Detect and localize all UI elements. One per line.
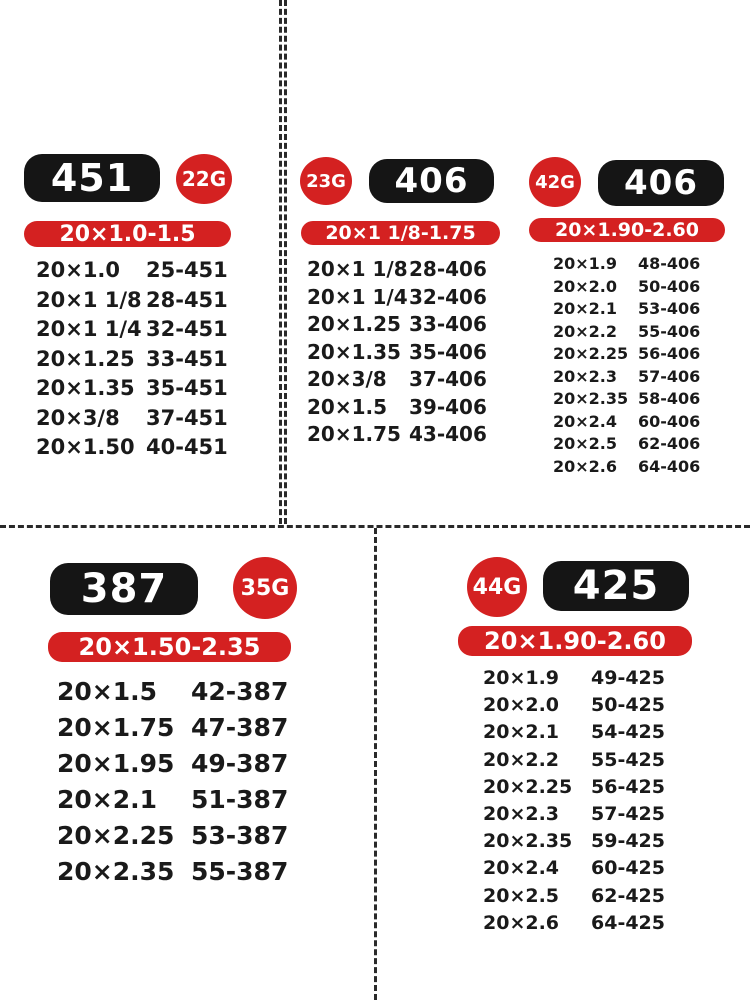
etrto-size: 42-387 [191, 677, 289, 706]
etrto-size: 28-406 [409, 257, 487, 281]
table-row [483, 665, 665, 692]
tire-size: 20×1.50 [36, 435, 135, 459]
etrto-size: 35-451 [146, 376, 228, 400]
etrto-size: 32-406 [409, 284, 487, 309]
table-row [553, 388, 700, 411]
tire-size: 20×2.2 [483, 748, 560, 771]
tire-size: 20×2.0 [483, 694, 560, 717]
table-row [483, 801, 665, 828]
etrto-size: 58-406 [638, 389, 701, 408]
tire-size: 20×2.35 [483, 830, 573, 853]
tire-size: 20×3/8 [36, 405, 120, 430]
etrto-size: 48-406 [638, 254, 701, 273]
etrto-size: 43-406 [409, 422, 487, 446]
table-row [553, 321, 700, 344]
etrto-size: 37-451 [146, 405, 228, 430]
etrto-size: 51-387 [191, 785, 289, 814]
gauge-badge: 22G [176, 154, 232, 204]
table-row [483, 719, 665, 746]
table-row [553, 411, 700, 434]
table-row [483, 747, 665, 774]
table-row [483, 692, 665, 719]
etrto-size: 40-451 [146, 435, 228, 459]
table-row [483, 883, 665, 910]
tire-size: 20×2.2 [553, 321, 618, 341]
etrto-size: 56-406 [638, 344, 701, 363]
etrto-size: 64-406 [638, 456, 701, 476]
tire-size: 20×2.5 [483, 884, 560, 907]
tire-size: 20×2.35 [553, 389, 629, 408]
size-range-bar: 20×1.0-1.5 [24, 221, 231, 247]
size-range-bar: 20×1.90-2.60 [458, 626, 692, 656]
size-range-bar: 20×1.50-2.35 [48, 632, 291, 662]
tire-size: 20×1.35 [36, 376, 135, 400]
tire-size: 20×2.25 [483, 775, 573, 798]
etrto-size: 59-425 [591, 830, 665, 853]
etrto-size: 57-406 [638, 366, 701, 386]
panel-425 [0, 528, 750, 1000]
etrto-size: 25-451 [146, 258, 228, 282]
tire-size: 20×2.25 [553, 344, 629, 363]
etrto-size: 39-406 [409, 394, 487, 419]
tire-size: 20×1.9 [483, 667, 560, 689]
tire-size: 20×2.4 [553, 411, 618, 431]
tire-size: 20×1.5 [57, 677, 158, 706]
size-table [553, 253, 700, 478]
size-table [483, 665, 665, 937]
etrto-size: 49-387 [191, 749, 289, 778]
etrto-size: 64-425 [591, 911, 665, 934]
table-row [483, 910, 665, 937]
etrto-size: 60-406 [638, 411, 701, 431]
tire-size: 20×1.25 [307, 312, 401, 336]
table-row [553, 253, 700, 276]
etrto-size: 62-425 [591, 884, 665, 907]
tire-size: 20×2.1 [57, 785, 158, 814]
tire-size: 20×2.1 [553, 299, 618, 318]
rim-code-badge: 406 [598, 160, 724, 206]
tire-size: 20×1.9 [553, 254, 618, 273]
etrto-size: 53-406 [638, 299, 701, 318]
table-row [483, 855, 665, 882]
etrto-size: 53-387 [191, 821, 289, 850]
rim-code-badge: 451 [24, 154, 160, 202]
etrto-size: 35-406 [409, 339, 487, 364]
tire-size: 20×2.35 [57, 857, 175, 886]
tire-size: 20×2.0 [553, 276, 618, 296]
tire-size: 20×1 1/8 [36, 287, 142, 312]
size-range-bar: 20×1.90-2.60 [529, 218, 725, 242]
gauge-badge: 44G [467, 557, 527, 617]
size-range-bar: 20×1 1/8-1.75 [301, 221, 500, 245]
tire-size: 20×1.25 [36, 346, 135, 371]
etrto-size: 50-425 [591, 694, 665, 717]
table-row [483, 774, 665, 801]
table-row [553, 298, 700, 321]
tire-size: 20×3/8 [307, 367, 387, 391]
etrto-size: 62-406 [638, 434, 701, 453]
tire-size: 20×2.3 [553, 366, 618, 386]
tire-size: 20×2.4 [483, 857, 560, 880]
tire-size: 20×2.25 [57, 821, 175, 850]
tire-size: 20×1.95 [57, 749, 175, 778]
rim-code-badge: 387 [50, 563, 198, 615]
etrto-size: 33-451 [146, 346, 228, 371]
tire-size: 20×2.5 [553, 434, 618, 453]
gauge-badge: 23G [300, 157, 352, 205]
tire-size: 20×2.1 [483, 721, 560, 744]
rim-code-badge: 425 [543, 561, 689, 611]
tire-size: 20×1.75 [57, 713, 175, 742]
etrto-size: 37-406 [409, 367, 487, 391]
rim-code-badge: 406 [369, 159, 494, 203]
etrto-size: 55-406 [638, 321, 701, 341]
etrto-size: 56-425 [591, 775, 665, 798]
table-row [553, 433, 700, 456]
table-row [553, 366, 700, 389]
etrto-size: 49-425 [591, 667, 665, 689]
etrto-size: 55-425 [591, 748, 665, 771]
tire-size: 20×2.6 [553, 456, 618, 476]
tire-size: 20×1 1/8 [307, 257, 408, 281]
tire-size: 20×1.75 [307, 422, 401, 446]
tire-size: 20×1.35 [307, 339, 401, 364]
etrto-size: 55-387 [191, 857, 289, 886]
tire-size: 20×2.6 [483, 911, 560, 934]
etrto-size: 60-425 [591, 857, 665, 880]
etrto-size: 57-425 [591, 803, 665, 826]
tire-size: 20×1 1/4 [36, 317, 142, 341]
table-row [483, 828, 665, 855]
etrto-size: 47-387 [191, 713, 289, 742]
etrto-size: 50-406 [638, 276, 701, 296]
etrto-size: 32-451 [146, 317, 228, 341]
table-row [553, 276, 700, 299]
gauge-badge: 35G [233, 557, 297, 619]
etrto-size: 54-425 [591, 721, 665, 744]
tire-size: 20×1 1/4 [307, 284, 408, 309]
table-row [553, 343, 700, 366]
tire-size: 20×2.3 [483, 803, 560, 826]
tire-size: 20×1.5 [307, 394, 388, 419]
etrto-size: 28-451 [146, 287, 228, 312]
tire-size: 20×1.0 [36, 258, 121, 282]
table-row [553, 456, 700, 479]
etrto-size: 33-406 [409, 312, 487, 336]
gauge-badge: 42G [529, 157, 581, 207]
